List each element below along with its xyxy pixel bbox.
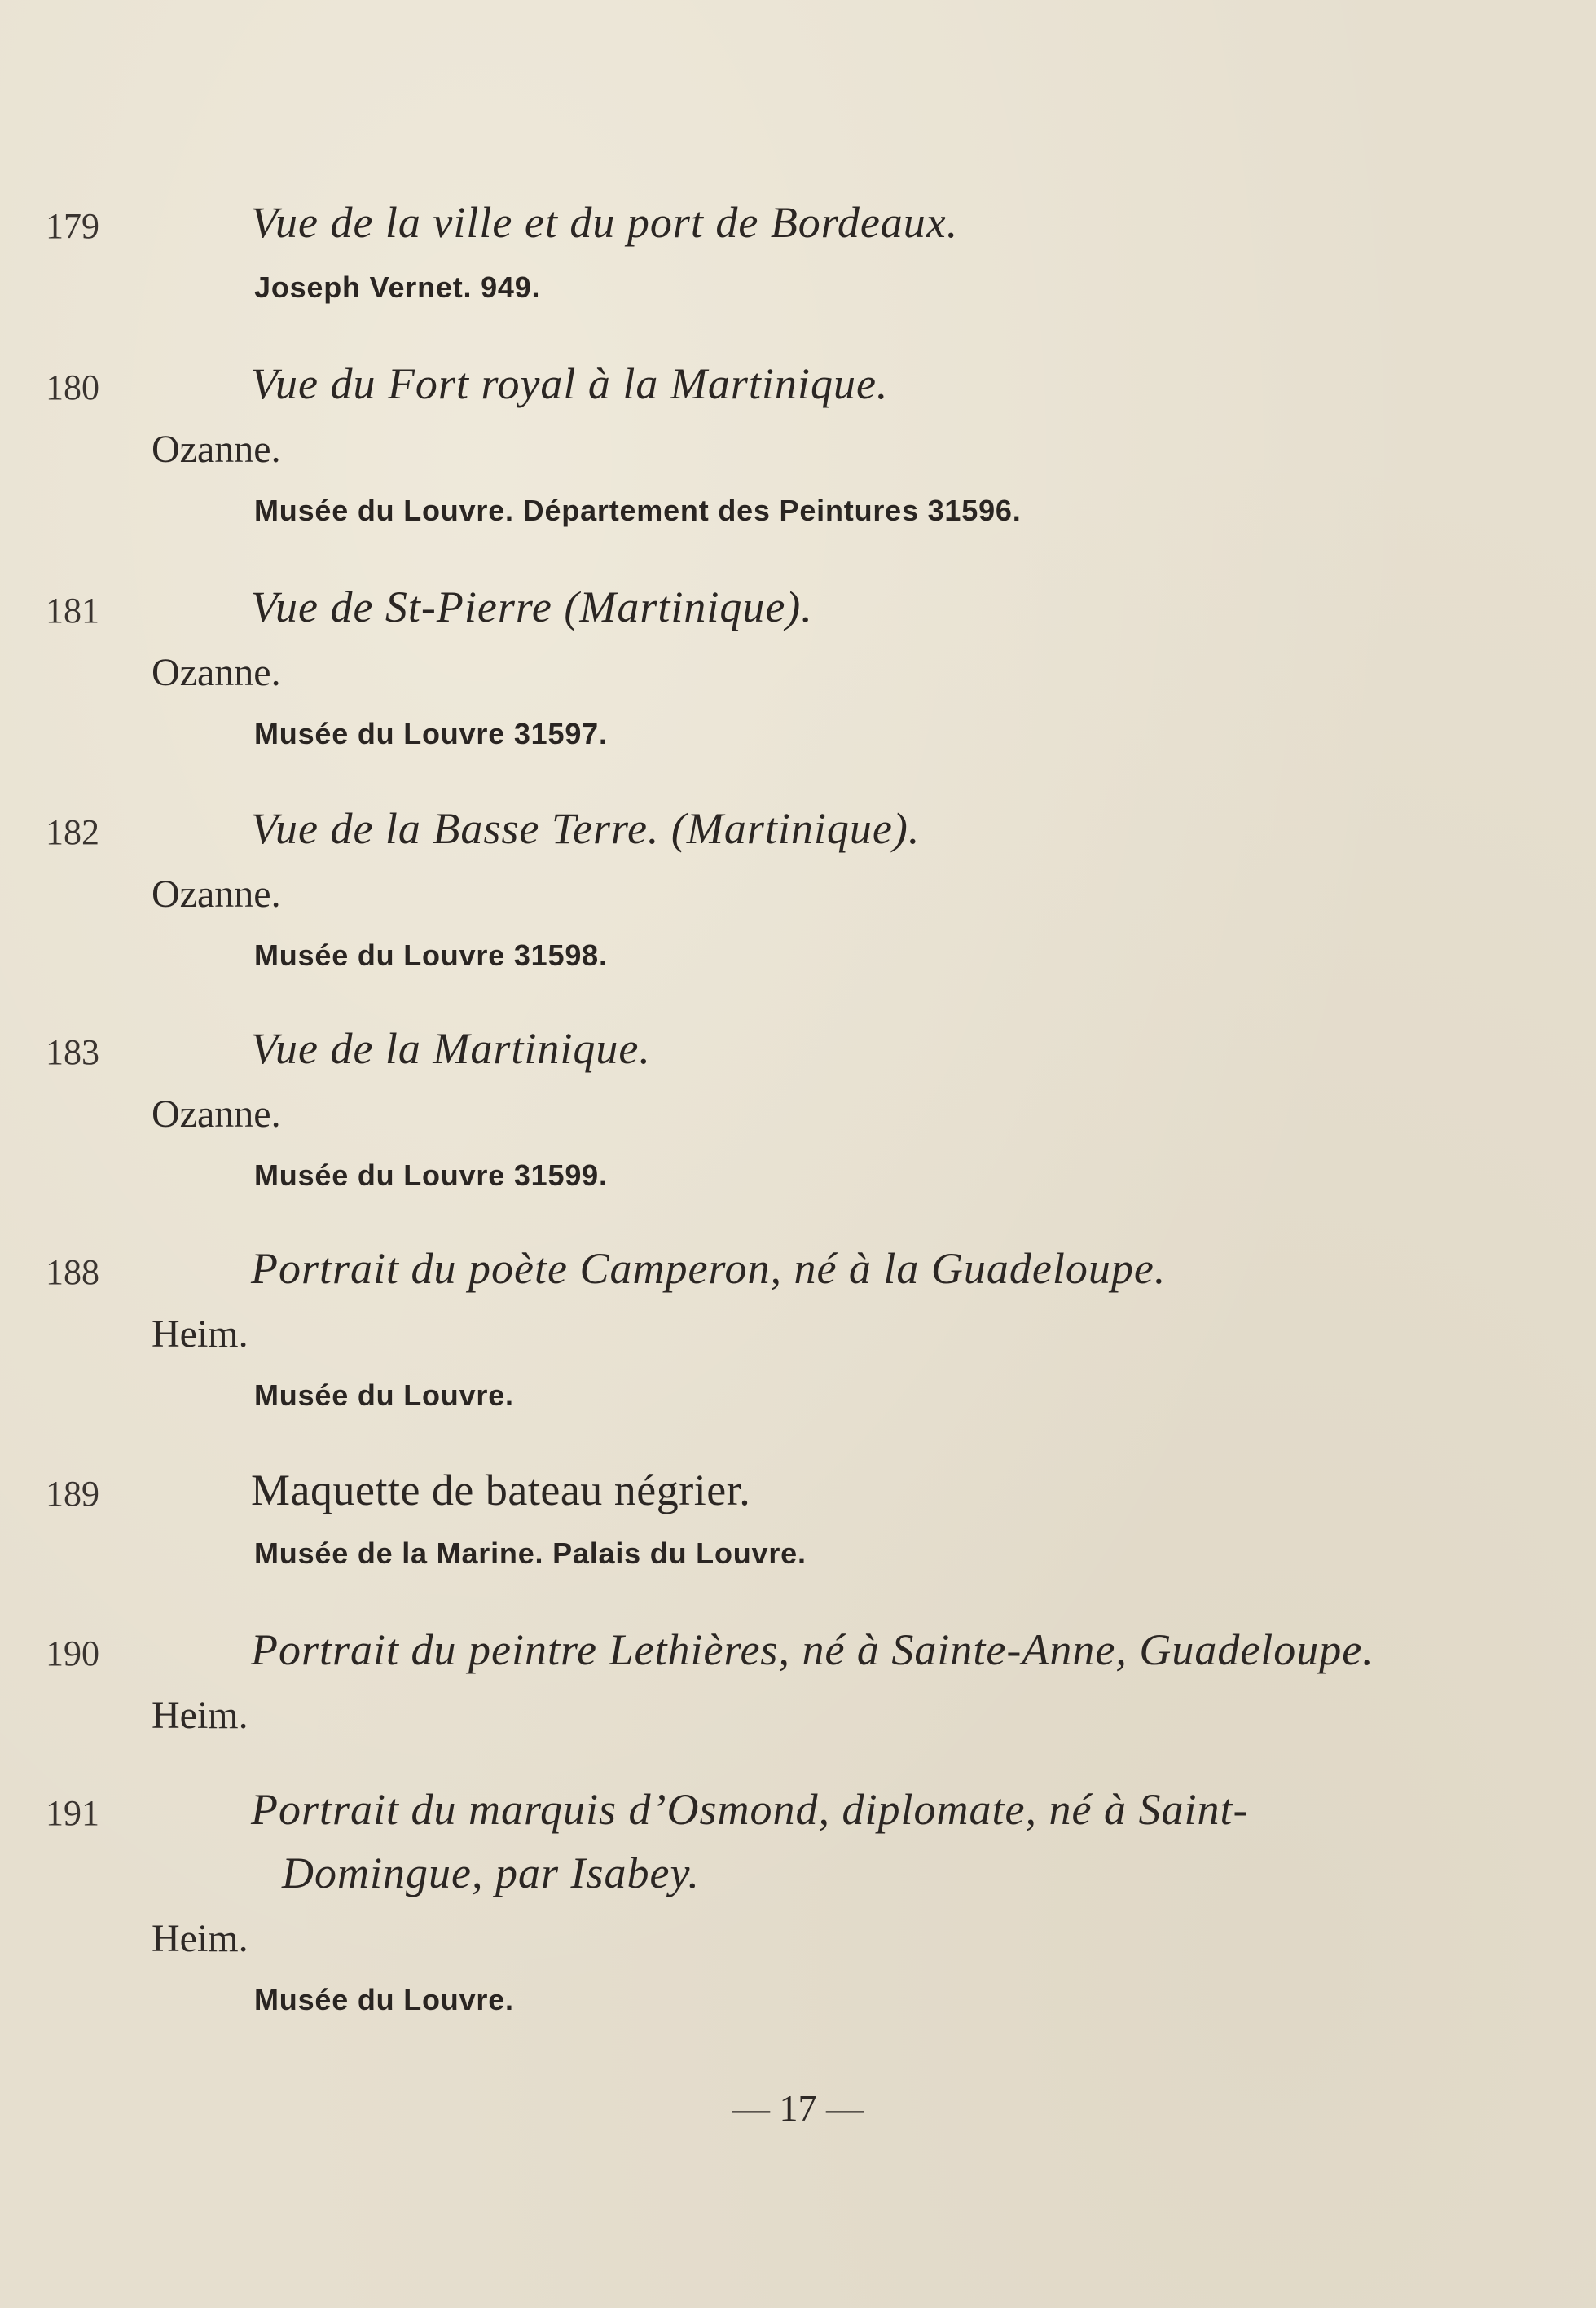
entry-collection: Musée du Louvre. Département des Peintures 31596. <box>254 494 1022 527</box>
entry-title-line-2: Domingue, par Isabey. <box>282 1849 700 1897</box>
entry-collection: Joseph Vernet. 949. <box>254 270 541 304</box>
entry-title: Portrait du poète Camperon, né à la Guadeloupe. <box>251 1244 1167 1293</box>
entry-collection: Musée de la Marine. Palais du Louvre. <box>254 1536 807 1570</box>
entry-artist: Heim. <box>152 1694 248 1737</box>
entry-artist: Heim. <box>152 1312 248 1356</box>
entry-artist: Ozanne. <box>152 873 281 916</box>
entry-number: 189 <box>46 1474 99 1514</box>
entry-collection: Musée du Louvre. <box>254 1983 514 2016</box>
entry-collection: Musée du Louvre. <box>254 1378 514 1412</box>
entry-collection: Musée du Louvre 31599. <box>254 1158 608 1192</box>
entry-title: Vue de la Basse Terre. (Martinique). <box>251 804 921 853</box>
entry-number: 190 <box>46 1633 99 1673</box>
entry-title-line-1: Portrait du marquis d’Osmond, diplomate, né à Saint- <box>251 1785 1249 1834</box>
entry-collection: Musée du Louvre 31598. <box>254 939 608 972</box>
entry-number: 183 <box>46 1032 99 1072</box>
page-number: — 17 — <box>732 2087 864 2129</box>
entry-title: Portrait du peintre Lethières, né à Sainte-Anne, Guadeloupe. <box>251 1625 1374 1674</box>
entry-artist: Ozanne. <box>152 1092 281 1136</box>
entry-artist: Ozanne. <box>152 428 281 471</box>
entry-artist: Heim. <box>152 1917 248 1960</box>
entry-number: 181 <box>46 591 99 631</box>
entry-title: Vue de St-Pierre (Martinique). <box>251 582 813 631</box>
entry-title: Vue de la ville et du port de Bordeaux. <box>251 198 959 247</box>
entry-title: Vue de la Martinique. <box>251 1024 651 1073</box>
entry-collection: Musée du Louvre 31597. <box>254 717 608 750</box>
entry-number: 191 <box>46 1793 99 1833</box>
entry-number: 182 <box>46 812 99 852</box>
entry-artist: Ozanne. <box>152 651 281 694</box>
entry-number: 188 <box>46 1252 99 1292</box>
entry-number: 179 <box>46 206 99 246</box>
entry-title: Maquette de bateau négrier. <box>251 1466 751 1514</box>
entry-number: 180 <box>46 367 99 407</box>
entry-title: Vue du Fort royal à la Martinique. <box>251 359 889 408</box>
